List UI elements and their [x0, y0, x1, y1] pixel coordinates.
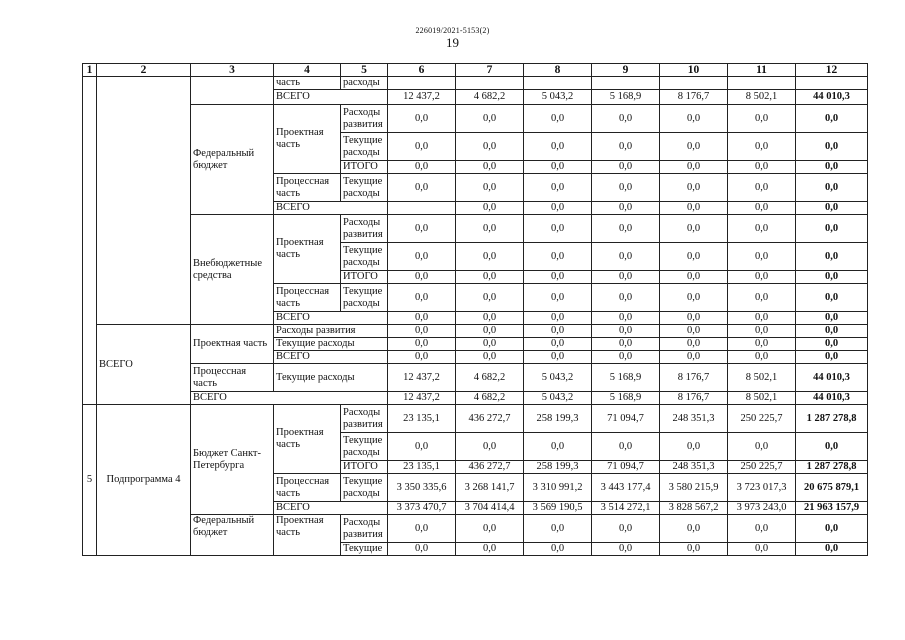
cell-total: 0,0: [796, 174, 868, 202]
cell-value: 248 351,3: [660, 405, 728, 433]
cell-value: 0,0: [388, 243, 456, 271]
cell-total: 1 287 278,8: [796, 405, 868, 433]
cell-value: 0,0: [660, 312, 728, 325]
cell-value: 0,0: [728, 338, 796, 351]
cell-value: 8 176,7: [660, 364, 728, 392]
cell-value: 0,0: [388, 325, 456, 338]
cell-value: 3 373 470,7: [388, 502, 456, 515]
cell-value: 5 168,9: [592, 90, 660, 105]
cell-value: 0,0: [388, 351, 456, 364]
cell-value: 0,0: [592, 215, 660, 243]
cell-value: 3 310 991,2: [524, 474, 592, 502]
cell-value: 250 225,7: [728, 405, 796, 433]
cell-empty: [83, 77, 97, 405]
cell-value: 258 199,3: [524, 405, 592, 433]
cell-value: 0,0: [728, 161, 796, 174]
cell-value: 0,0: [592, 243, 660, 271]
cell-value: 0,0: [592, 351, 660, 364]
col-header-9: 9: [592, 64, 660, 77]
cell-value: 3 569 190,5: [524, 502, 592, 515]
cell-value: 0,0: [728, 215, 796, 243]
cell-value: 436 272,7: [456, 461, 524, 474]
cell-total: [796, 77, 868, 90]
cell-value: [388, 77, 456, 90]
cell-value: 0,0: [456, 325, 524, 338]
cell-value: 0,0: [524, 433, 592, 461]
cell-empty: [191, 77, 274, 105]
cell-value: [524, 77, 592, 90]
page-number: 19: [446, 35, 459, 50]
cell-value: 0,0: [660, 105, 728, 133]
cell-type: Текущие расходы: [341, 174, 388, 202]
cell-value: 0,0: [524, 515, 592, 543]
table-row: [83, 325, 868, 338]
cell-value: 23 135,1: [388, 461, 456, 474]
cell-value: 0,0: [660, 174, 728, 202]
cell-label: ВСЕГО: [274, 202, 388, 215]
cell-value: 8 502,1: [728, 364, 796, 392]
cell-total: 0,0: [796, 338, 868, 351]
cell-value: 258 199,3: [524, 461, 592, 474]
table-row: [83, 77, 868, 90]
cell-value: 0,0: [660, 202, 728, 215]
cell-total: 1 287 278,8: [796, 461, 868, 474]
cell-value: [388, 202, 456, 215]
cell-value: 0,0: [456, 215, 524, 243]
col-header-6: 6: [388, 64, 456, 77]
cell-value: 0,0: [388, 133, 456, 161]
cell-total: 0,0: [796, 161, 868, 174]
cell-value: 0,0: [728, 433, 796, 461]
cell-value: [592, 77, 660, 90]
cell-label: ВСЕГО: [274, 312, 388, 325]
cell-value: 3 704 414,4: [456, 502, 524, 515]
cell-value: 0,0: [592, 312, 660, 325]
cell-text: расходы: [341, 77, 388, 90]
cell-value: 0,0: [524, 161, 592, 174]
document-code: 226019/2021-5153(2): [415, 26, 490, 35]
cell-value: 4 682,2: [456, 364, 524, 392]
cell-value: 5 168,9: [592, 364, 660, 392]
cell-value: 3 580 215,9: [660, 474, 728, 502]
cell-value: 0,0: [388, 515, 456, 543]
cell-label: ВСЕГО: [191, 392, 388, 405]
cell-value: 0,0: [660, 515, 728, 543]
cell-value: 0,0: [524, 243, 592, 271]
cell-total: 0,0: [796, 133, 868, 161]
cell-value: 8 176,7: [660, 392, 728, 405]
cell-value: 0,0: [592, 543, 660, 556]
cell-part: Проектная часть: [274, 105, 341, 174]
cell-value: 71 094,7: [592, 461, 660, 474]
cell-value: [660, 77, 728, 90]
cell-part: Проектная часть: [274, 515, 341, 556]
cell-value: 0,0: [524, 133, 592, 161]
cell-source: Бюджет Санкт-Петербурга: [191, 405, 274, 515]
cell-value: 0,0: [456, 161, 524, 174]
cell-value: 3 828 567,2: [660, 502, 728, 515]
cell-value: 0,0: [388, 271, 456, 284]
cell-value: 0,0: [524, 105, 592, 133]
cell-type: Текущие расходы: [274, 364, 388, 392]
cell-value: 3 973 243,0: [728, 502, 796, 515]
cell-value: 0,0: [388, 312, 456, 325]
cell-part: Процессная часть: [274, 174, 341, 202]
cell-value: 0,0: [592, 271, 660, 284]
cell-value: 12 437,2: [388, 90, 456, 105]
cell-value: 3 443 177,4: [592, 474, 660, 502]
cell-value: 0,0: [524, 338, 592, 351]
cell-value: 23 135,1: [388, 405, 456, 433]
cell-value: 0,0: [524, 202, 592, 215]
cell-value: 0,0: [660, 284, 728, 312]
cell-value: 0,0: [388, 215, 456, 243]
cell-value: 0,0: [592, 338, 660, 351]
cell-value: 0,0: [524, 325, 592, 338]
cell-value: 12 437,2: [388, 392, 456, 405]
cell-value: 0,0: [388, 433, 456, 461]
cell-type: Текущие расходы: [341, 133, 388, 161]
cell-value: 8 502,1: [728, 392, 796, 405]
cell-total: 0,0: [796, 543, 868, 556]
cell-type: Текущие расходы: [274, 338, 388, 351]
cell-value: 0,0: [592, 161, 660, 174]
col-header-4: 4: [274, 64, 341, 77]
cell-value: 0,0: [728, 515, 796, 543]
cell-total-label: ВСЕГО: [97, 325, 191, 405]
table-row: [83, 364, 868, 392]
cell-value: 8 502,1: [728, 90, 796, 105]
cell-value: 0,0: [728, 284, 796, 312]
col-header-1: 1: [83, 64, 97, 77]
cell-value: 0,0: [456, 243, 524, 271]
cell-part: Процессная часть: [191, 364, 274, 392]
cell-value: 0,0: [524, 543, 592, 556]
cell-value: 0,0: [660, 325, 728, 338]
cell-value: 5 168,9: [592, 392, 660, 405]
cell-type: Текущие: [341, 543, 388, 556]
cell-type: Расходы развития: [341, 515, 388, 543]
cell-total: 21 963 157,9: [796, 502, 868, 515]
cell-total: 0,0: [796, 202, 868, 215]
cell-value: 0,0: [592, 515, 660, 543]
cell-part: Проектная часть: [191, 325, 274, 364]
cell-empty: [97, 77, 191, 325]
cell-text: часть: [274, 77, 341, 90]
cell-value: 0,0: [388, 105, 456, 133]
cell-part: Проектная часть: [274, 405, 341, 474]
cell-type: ИТОГО: [341, 161, 388, 174]
cell-value: 71 094,7: [592, 405, 660, 433]
cell-value: 0,0: [524, 351, 592, 364]
header-row: [83, 64, 868, 77]
cell-label: ВСЕГО: [274, 502, 388, 515]
cell-type: Расходы развития: [341, 405, 388, 433]
cell-value: 0,0: [456, 543, 524, 556]
cell-total: 0,0: [796, 215, 868, 243]
cell-value: [456, 77, 524, 90]
cell-value: 3 723 017,3: [728, 474, 796, 502]
cell-value: 0,0: [524, 174, 592, 202]
cell-value: 0,0: [660, 271, 728, 284]
cell-total: 0,0: [796, 243, 868, 271]
cell-value: 0,0: [592, 174, 660, 202]
cell-value: 12 437,2: [388, 364, 456, 392]
cell-type: Расходы развития: [274, 325, 388, 338]
cell-value: 0,0: [456, 433, 524, 461]
cell-value: 0,0: [660, 243, 728, 271]
cell-total: 44 010,3: [796, 392, 868, 405]
cell-value: 0,0: [592, 105, 660, 133]
table-row: [83, 215, 868, 243]
cell-value: 0,0: [524, 312, 592, 325]
cell-value: 8 176,7: [660, 90, 728, 105]
cell-value: 0,0: [660, 215, 728, 243]
cell-value: 0,0: [388, 161, 456, 174]
cell-value: 0,0: [388, 284, 456, 312]
cell-type: Текущие расходы: [341, 243, 388, 271]
cell-value: 0,0: [728, 202, 796, 215]
col-header-3: 3: [191, 64, 274, 77]
cell-value: 0,0: [456, 338, 524, 351]
budget-table: [82, 63, 868, 556]
cell-type: Расходы развития: [341, 105, 388, 133]
col-header-10: 10: [660, 64, 728, 77]
table-row: [83, 515, 868, 543]
cell-total: 0,0: [796, 325, 868, 338]
cell-value: 0,0: [456, 271, 524, 284]
cell-value: 0,0: [592, 325, 660, 338]
col-header-5: 5: [341, 64, 388, 77]
cell-value: 0,0: [728, 543, 796, 556]
table-row: [83, 105, 868, 133]
cell-value: 3 268 141,7: [456, 474, 524, 502]
cell-total: 0,0: [796, 271, 868, 284]
cell-value: 5 043,2: [524, 364, 592, 392]
cell-label: ВСЕГО: [274, 90, 388, 105]
cell-value: 0,0: [728, 174, 796, 202]
cell-type: Расходы развития: [341, 215, 388, 243]
cell-part: Процессная часть: [274, 474, 341, 502]
cell-subprogram: Подпрограмма 4: [97, 405, 191, 556]
cell-part: Процессная часть: [274, 284, 341, 312]
cell-value: 0,0: [592, 433, 660, 461]
cell-value: 0,0: [388, 174, 456, 202]
cell-value: 0,0: [388, 543, 456, 556]
cell-value: 0,0: [660, 351, 728, 364]
cell-value: 0,0: [456, 174, 524, 202]
cell-type: ВСЕГО: [274, 351, 388, 364]
cell-part: Проектная часть: [274, 215, 341, 284]
cell-value: 0,0: [728, 271, 796, 284]
cell-total: 44 010,3: [796, 364, 868, 392]
cell-value: 250 225,7: [728, 461, 796, 474]
cell-total: 0,0: [796, 433, 868, 461]
cell-value: 0,0: [592, 284, 660, 312]
cell-source: Федеральный бюджет: [191, 105, 274, 215]
cell-value: 4 682,2: [456, 392, 524, 405]
cell-value: 0,0: [592, 133, 660, 161]
cell-value: 0,0: [388, 338, 456, 351]
cell-value: 0,0: [660, 133, 728, 161]
table-row: [83, 405, 868, 433]
cell-value: 0,0: [660, 338, 728, 351]
cell-total: 0,0: [796, 284, 868, 312]
cell-value: 4 682,2: [456, 90, 524, 105]
cell-value: 0,0: [456, 515, 524, 543]
cell-value: 0,0: [728, 243, 796, 271]
col-header-8: 8: [524, 64, 592, 77]
cell-value: 0,0: [456, 351, 524, 364]
cell-type: ИТОГО: [341, 271, 388, 284]
cell-value: 0,0: [660, 161, 728, 174]
cell-value: 0,0: [456, 202, 524, 215]
cell-type: Текущие расходы: [341, 433, 388, 461]
cell-value: 0,0: [660, 433, 728, 461]
table-row: [83, 392, 868, 405]
cell-total: 44 010,3: [796, 90, 868, 105]
cell-value: [728, 77, 796, 90]
cell-value: 0,0: [524, 284, 592, 312]
cell-value: 0,0: [456, 312, 524, 325]
cell-value: 5 043,2: [524, 392, 592, 405]
cell-type: Текущие расходы: [341, 284, 388, 312]
cell-value: 436 272,7: [456, 405, 524, 433]
cell-value: 3 514 272,1: [592, 502, 660, 515]
cell-row-number: 5: [83, 405, 97, 556]
cell-value: 0,0: [728, 325, 796, 338]
cell-type: ИТОГО: [341, 461, 388, 474]
cell-value: 0,0: [728, 133, 796, 161]
cell-type: Текущие расходы: [341, 474, 388, 502]
col-header-2: 2: [97, 64, 191, 77]
cell-value: 0,0: [524, 215, 592, 243]
cell-value: 0,0: [728, 351, 796, 364]
col-header-7: 7: [456, 64, 524, 77]
col-header-11: 11: [728, 64, 796, 77]
cell-value: 3 350 335,6: [388, 474, 456, 502]
cell-value: 0,0: [524, 271, 592, 284]
cell-value: 0,0: [660, 543, 728, 556]
cell-value: 5 043,2: [524, 90, 592, 105]
cell-total: 0,0: [796, 515, 868, 543]
cell-value: 0,0: [592, 202, 660, 215]
cell-total: 0,0: [796, 105, 868, 133]
cell-source: Федеральный бюджет: [191, 515, 274, 556]
cell-value: 248 351,3: [660, 461, 728, 474]
cell-value: 0,0: [728, 105, 796, 133]
cell-total: 0,0: [796, 351, 868, 364]
cell-value: 0,0: [456, 284, 524, 312]
col-header-12: 12: [796, 64, 868, 77]
cell-value: 0,0: [456, 105, 524, 133]
cell-value: 0,0: [456, 133, 524, 161]
cell-total: 0,0: [796, 312, 868, 325]
cell-source: Внебюджетные средства: [191, 215, 274, 325]
cell-total: 20 675 879,1: [796, 474, 868, 502]
cell-value: 0,0: [728, 312, 796, 325]
